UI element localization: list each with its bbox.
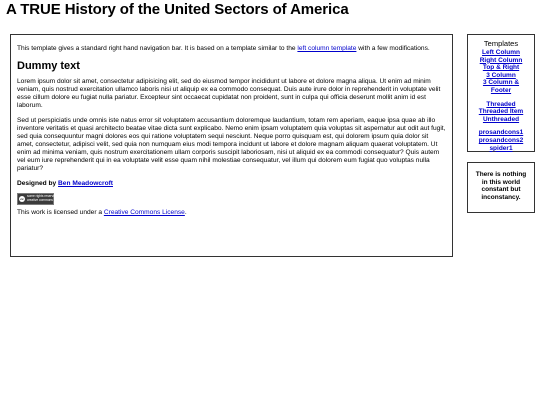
intro-paragraph (17, 45, 446, 53)
body-paragraph-2: Sed ut perspiciatis unde omnis iste natus error sit voluptatem accusantium doloremque laudantium, totam rem aperiam, eaque ipsa quae ab illo inventore veritatis et quasi architecto beatae vitae dicta sunt explicabo. Nemo enim ipsam voluptatem quia voluptas sit aspernatur aut odit aut fugit, sed quia consequuntur magni dolores eos qui ratione voluptatem sequi nesciunt. Neque porro quisquam est, qui dolorem ipsum quia dolor sit amet, consectetur, adipisci velit, sed quia non numquam eius modi tempora incidunt ut labore et dolore magnam aliquam quaerat voluptatem. Ut enim ad minima veniam, quis nostrum exercitationem ullam corporis suscipit laboriosam, nisi ut aliquid ex ea commodi consequatur? Quis autem vel eum iure reprehenderit qui in ea voluptate velit esse quam nihil molestiae consequatur, vel illum qui dolorem eum fugiat quo voluptas nulla pariatur? (17, 117, 446, 172)
section-heading: Dummy text (17, 60, 80, 72)
nav-link-3-column-footer[interactable]: 3 Column & (482, 79, 520, 87)
quote-box (467, 162, 535, 213)
cc-logo-icon: cc (20, 197, 24, 201)
nav-link-threaded-item[interactable]: Threaded Item (478, 108, 524, 116)
site-title: A TRUE History of the United Sectors of America (6, 1, 349, 18)
nav-link-top-and-right[interactable]: Top & Right (482, 64, 520, 72)
nav-link-spider1[interactable]: spider1 (489, 144, 513, 152)
nav-link-unthreaded[interactable]: Unthreaded (482, 115, 520, 123)
license-text: This work is licensed under a (17, 209, 104, 216)
templates-nav-heading: Templates (483, 39, 519, 48)
license-statement (17, 209, 446, 217)
nav-link-3-column[interactable]: 3 Column (486, 71, 516, 79)
cc-badge-text: some rights reserved (27, 194, 57, 198)
creative-commons-badge[interactable] (17, 193, 57, 205)
nav-link-threaded[interactable]: Threaded (486, 100, 516, 108)
designed-by-label: Designed by (17, 180, 59, 187)
nav-link-3-column-footer-cont[interactable]: Footer (490, 86, 512, 94)
quote-text: There is nothing in this world constant but inconstancy. (475, 171, 527, 201)
templates-nav (467, 34, 535, 152)
main-content (10, 34, 453, 257)
left-column-template-link[interactable]: left column template (297, 45, 357, 52)
nav-link-left-column[interactable]: Left Column (482, 49, 520, 56)
cc-badge-name: creative commons (27, 197, 53, 202)
license-text-end: . (184, 209, 187, 216)
nav-link-prosandcons1[interactable]: prosandcons1 (478, 129, 524, 137)
creative-commons-license-link[interactable]: Creative Commons License (103, 209, 185, 216)
intro-text: This template gives a standard right hand navigation bar. It is based on a template similar to the (17, 45, 298, 52)
intro-text-end: with a few modifications. (356, 45, 430, 52)
designer-link[interactable]: Ben Meadowcroft (58, 180, 113, 187)
body-paragraph-1: Lorem ipsum dolor sit amet, consectetur adipisicing elit, sed do eiusmod tempor incididunt ut labore et dolore magna aliqua. Ut enim ad minim veniam, quis nostrud exercitation ullamco laboris nisi ut aliquip ex ea commodo consequat. Duis aute irure dolor in reprehenderit in voluptate velit esse cillum dolore eu fugiat nulla pariatur. Excepteur sint occaecat cupidatat non proident, sunt in culpa qui officia deserunt mollit anim id est laborum. (17, 78, 441, 109)
nav-link-prosandcons2[interactable]: prosandcons2 (478, 136, 524, 144)
designer-credit (17, 180, 446, 188)
nav-link-right-column[interactable]: Right Column (479, 56, 523, 64)
